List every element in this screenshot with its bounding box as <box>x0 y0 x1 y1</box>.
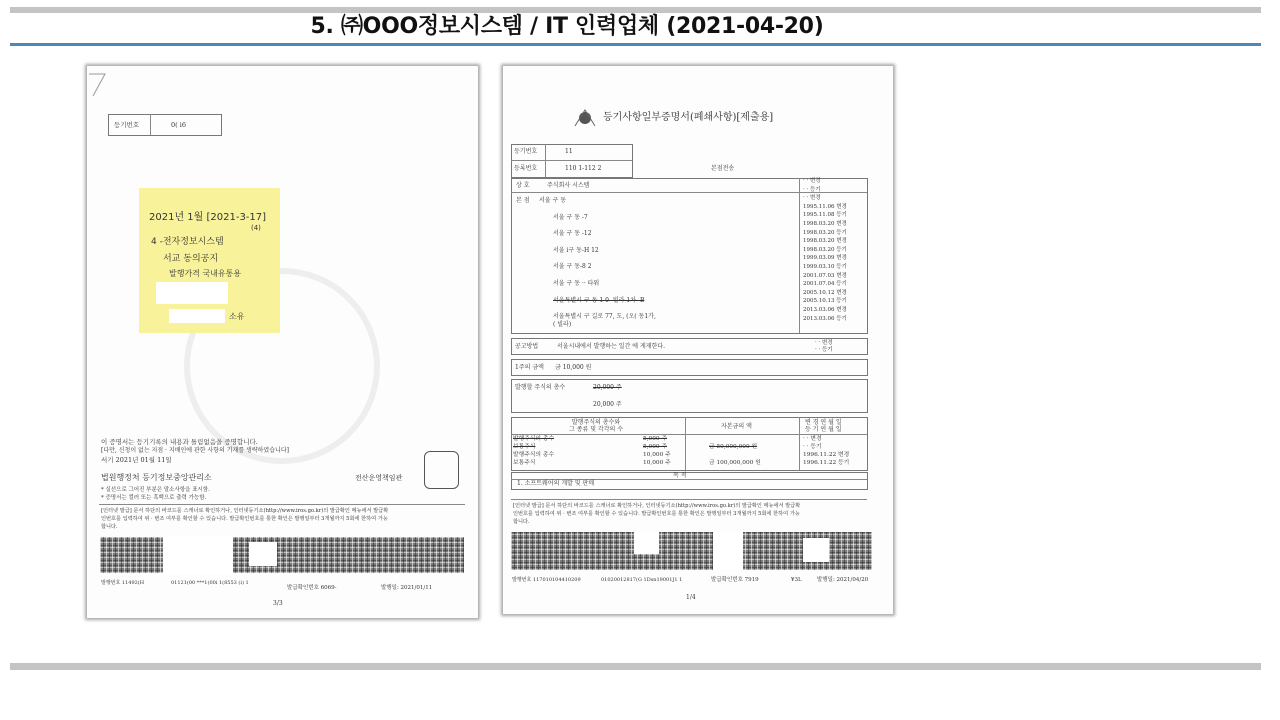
redaction-box <box>249 542 277 566</box>
change-date-entry: 2005.10.12 변경 <box>803 289 847 296</box>
stock-row-label: 발행주식의 총수 <box>513 436 555 442</box>
change-date-entry: · · 변경 <box>803 178 821 184</box>
redaction-box <box>713 532 743 570</box>
par-value-label: 1주의 금액 <box>515 364 544 371</box>
change-date-entry: 2001.07.03 변경 <box>803 272 847 279</box>
redaction-box <box>169 309 225 323</box>
trade-name-value: 주식회사 시스템 <box>547 182 590 189</box>
notice-date-2: · · 등기 <box>815 347 833 353</box>
fold-mark-icon <box>87 66 478 618</box>
footer-date: 발행일: 2021/04/20 <box>817 577 869 583</box>
stock-head-2: 자본금의 액 <box>721 423 752 430</box>
notice-label: 공고방법 <box>515 343 539 350</box>
change-date-entry: 1998.03.20 변경 <box>803 238 847 245</box>
document-scan-right <box>503 66 893 614</box>
stock-col-divider <box>799 417 800 470</box>
address-5: 서울 구 동 ·· 타워 <box>553 280 600 287</box>
purpose-label: 목 적 <box>673 472 687 479</box>
change-date-entry: 1995.11.06 변경 <box>803 203 847 210</box>
date-column-divider <box>799 178 800 333</box>
purpose-1: 1. 소프트웨어의 개발 및 판매 <box>517 480 595 487</box>
change-date-entry: · · 변경 <box>803 195 821 202</box>
verify-line-2: 인번호를 입력하여 위 · 변조 여부를 확인할 수 있습니다. 발급확인번호를 통한 확인은 발행일부터 3개월까지 5회에 한하여 가능 <box>513 511 800 517</box>
stock-row-date: 1996.11.22 등기 <box>803 460 850 466</box>
authorized-old: 20,000 주 <box>593 384 622 391</box>
title-underline <box>10 43 1261 46</box>
court-emblem-icon <box>573 106 597 130</box>
reg-no-row-line <box>511 160 632 161</box>
authorized-new: 20,000 주 <box>593 401 622 408</box>
stock-row-qty: 5,000 주 <box>643 436 668 442</box>
footer-confirm-no: 발급확인번호 7919 <box>711 577 759 583</box>
footer-misc: ¥3L <box>791 577 802 583</box>
address-4: 서울 구 동-8 2 <box>553 263 592 270</box>
page-number: 3/3 <box>273 600 283 607</box>
stock-row-qty: 10,000 주 <box>643 460 671 466</box>
change-date-entry: 1998.03.20 변경 <box>803 221 847 227</box>
branch-label: 본점전송 <box>711 165 735 172</box>
stock-row-label: 보통주식 <box>513 460 536 466</box>
document-scan-left <box>87 66 478 618</box>
note-line-3: 4 -전자정보시스템 <box>151 237 224 247</box>
trade-name-label: 상 호 <box>516 182 530 189</box>
stock-head-1: 발행주식의 총수와 그 종류 및 각각의 수 <box>569 419 623 433</box>
note-line-6: 소유 <box>229 312 245 321</box>
doc-title: 등기사항일부증명서(폐쇄사항)[제출용] <box>603 112 774 123</box>
separator-line <box>99 504 465 505</box>
corp-no-label: 등록번호 <box>514 165 538 172</box>
change-date-entry: 2013.03.06 등기 <box>803 315 847 322</box>
reg-no-value: 0( i6 <box>171 121 186 129</box>
address-3: 서울 i구 동-H 12 <box>553 247 599 254</box>
change-date-entry: 2001.07.04 등기 <box>803 281 847 288</box>
footer-issue-no: 발행번호 11492(H <box>101 580 145 586</box>
separator-line <box>511 499 867 500</box>
change-date-entry: 1999.03.09 변경 <box>803 255 847 262</box>
verify-line-2: 인번호를 입력하여 위 · 변조 여부를 확인할 수 있습니다. 발급확인번호를 통한 확인은 발행일부터 3개월까지 5회에 한하여 가능 <box>101 516 388 522</box>
footer-issue-no: 발행번호 117010104410209 <box>512 577 581 583</box>
sticky-note <box>139 188 280 333</box>
verify-line-3: 합니다. <box>101 524 118 530</box>
note-line-1: 2021년 1월 [2021-3-17] <box>149 212 267 223</box>
redaction-box <box>156 282 228 304</box>
cert-line-2: [다만, 신청이 없는 지점 · 지배인에 관한 사항의 기재를 생략하였습니다] <box>101 447 289 454</box>
barcode-image <box>100 537 464 573</box>
redaction-box <box>803 538 829 562</box>
change-date-entry: 2013.03.06 변경 <box>803 307 847 313</box>
stock-row-capital: 금 50,000,000 원 <box>709 444 758 450</box>
verify-line-1: [인터넷 발급] 문서 하단의 바코드를 스캐너로 확인하거나, 인터넷등기소(http://www.iros.go.kr)의 발급확인 메뉴에서 발급확 <box>513 503 801 509</box>
stock-row-qty: 10,000 주 <box>643 452 671 458</box>
stock-row-label: 발행주식의 총수 <box>513 452 555 458</box>
note-2: * 증명서는 컬러 또는 흑백으로 출력 가능함. <box>101 495 207 501</box>
issuer-name: 법원행정처 등기정보중앙관리소 <box>101 473 212 482</box>
notice-value: 서울시내에서 발행하는 일간 에 게재한다. <box>557 343 666 350</box>
address-7: 서울특별시 구 길로 77, 도, (오( 동1가, <box>553 313 656 320</box>
reg-no-label: 등기번호 <box>114 121 140 129</box>
note-line-2: (4) <box>251 224 261 232</box>
change-date-entry: 1998.03.20 등기 <box>803 229 847 236</box>
stock-col-divider <box>685 417 686 470</box>
change-date-entry: 1999.03.10 등기 <box>803 264 847 270</box>
note-line-5: 발행가격 국내유통용 <box>169 269 242 278</box>
page-title: 5. ㈜OOO정보시스템 / IT 인력업체 (2021-04-20) <box>310 14 824 39</box>
corp-no-value: 110 1-112 2 <box>565 165 602 172</box>
cert-date: 서기 2021년 01월 11일 <box>101 456 172 464</box>
footer-confirm-no: 발급확인번호 6069- <box>287 585 337 591</box>
note-1: * 실선으로 그어진 부분은 말소사항을 표시함. <box>101 487 210 493</box>
stock-header-line <box>511 434 867 435</box>
address-0: 서울 구 동 <box>539 197 566 204</box>
address-6: 서울특별시 구 동-1 0- 빌라 1차- B <box>553 297 645 304</box>
bottom-divider <box>10 663 1261 670</box>
footer-mid: 01121(00 ***1(00i 1(8553 (i) 1 <box>171 580 249 586</box>
page-number: 1/4 <box>686 594 696 601</box>
redaction-box <box>634 532 659 554</box>
hq-label: 본 점 <box>516 197 530 204</box>
official-seal-icon <box>424 451 459 489</box>
footer-mid: 01020012817(G 1Dsn19001J1 1 <box>601 577 683 583</box>
address-2: 서울 구 동 -12 <box>553 230 592 237</box>
stock-row-capital: 금 100,000,000 원 <box>709 460 761 466</box>
stock-row-date: · · 변경 <box>803 436 822 442</box>
verify-line-3: 합니다. <box>513 519 530 525</box>
change-date-entry: 1998.03.20 등기 <box>803 246 847 253</box>
reg-no-divider <box>545 144 546 177</box>
stock-row-qty: 5,000 주 <box>643 444 668 450</box>
stock-head-3: 변 경 연 월 일 등 기 연 월 일 <box>805 419 842 433</box>
verify-line-1: [인터넷 발급] 문서 하단의 바코드를 스캐너로 확인하거나, 인터넷등기소(http://www.iros.go.kr)의 발급확인 메뉴에서 발급확 <box>101 508 389 514</box>
change-date-entry: · · 등기 <box>803 186 821 193</box>
change-date-entry: 2005.10.13 등기 <box>803 298 847 305</box>
reg-no-value: 11 <box>565 148 573 155</box>
reg-no-label: 등기번호 <box>514 148 538 155</box>
par-value: 금 10,000 원 <box>555 364 592 371</box>
note-line-4: 서교 동의공지 <box>163 254 219 264</box>
notice-date-1: · · 변경 <box>815 340 833 346</box>
stock-row-label: 보통주식 <box>513 444 536 450</box>
redaction-box <box>163 537 233 574</box>
stock-row-date: 1996.11.22 변경 <box>803 452 850 458</box>
change-date-entry: 1995.11.08 등기 <box>803 212 847 219</box>
address-1: 서울 구 동 -7 <box>553 214 588 221</box>
reg-no-divider <box>150 114 151 135</box>
footer-date: 발행일: 2021/01/11 <box>381 585 433 591</box>
authorized-label: 발행할 주식의 총수 <box>515 384 566 391</box>
issuer-role: 전산운영책임관 <box>355 474 403 482</box>
stock-row-date: · · 등기 <box>803 444 822 450</box>
address-extra: ( 빌라) <box>553 321 572 328</box>
cert-line-1: 이 증명서는 등기기록의 내용과 틀림없음을 증명합니다. <box>101 438 258 446</box>
